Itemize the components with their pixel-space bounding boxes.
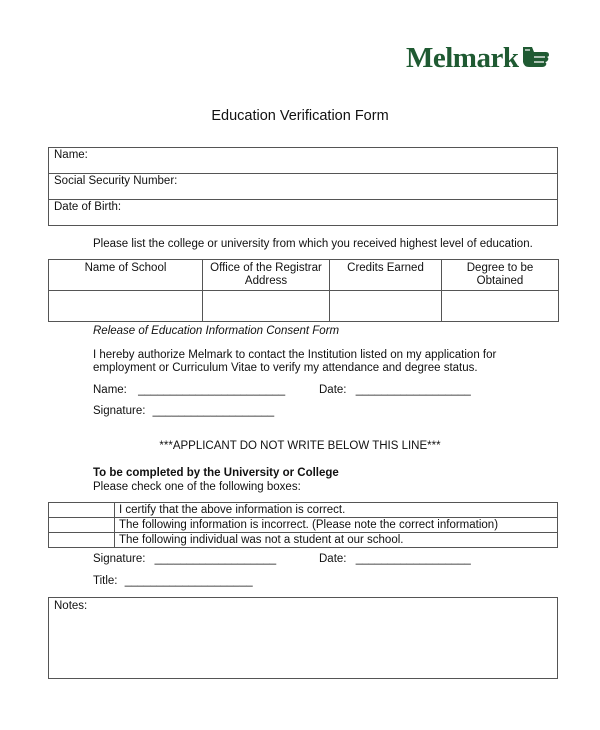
university-instruction: Please check one of the following boxes: <box>93 481 301 493</box>
university-title-label: Title: <box>93 575 118 587</box>
university-date-line[interactable]: __________________ <box>355 553 471 565</box>
release-date-line[interactable]: __________________ <box>355 384 471 396</box>
ssn-label: Social Security Number: <box>54 175 178 187</box>
release-date-row <box>319 384 471 396</box>
hand-icon <box>520 44 550 75</box>
university-title-line[interactable]: ____________________ <box>124 575 253 587</box>
col-school-name: Name of School <box>49 260 203 291</box>
name-field[interactable] <box>49 148 558 174</box>
option-correct-label: I certify that the above information is correct. <box>115 503 558 518</box>
registrar-address-cell[interactable] <box>203 291 330 322</box>
release-date-label: Date: <box>319 384 347 396</box>
university-title-row <box>93 575 253 587</box>
school-name-cell[interactable] <box>49 291 203 322</box>
release-signature-row <box>93 405 274 417</box>
notes-label: Notes: <box>54 600 88 612</box>
col-credits-earned: Credits Earned <box>330 260 442 291</box>
release-signature-label: Signature: <box>93 405 146 417</box>
university-date-row <box>319 553 471 565</box>
checkbox-not-student[interactable] <box>49 533 115 548</box>
col-degree: Degree to be Obtained <box>442 260 559 291</box>
dob-label: Date of Birth: <box>54 201 122 213</box>
release-name-row <box>93 384 285 396</box>
university-signature-line[interactable]: ___________________ <box>154 553 277 565</box>
option-incorrect-label: The following information is incorrect. (Please note the correct information) <box>115 518 558 533</box>
applicant-info-table <box>48 147 558 226</box>
notes-box[interactable] <box>48 597 558 679</box>
university-signature-label: Signature: <box>93 553 146 565</box>
logo-text: Melmark <box>406 42 519 74</box>
col-registrar-address: Office of the Registrar Address <box>203 260 330 291</box>
education-table <box>48 259 559 322</box>
checkbox-correct[interactable] <box>49 503 115 518</box>
university-heading: To be completed by the University or College <box>93 467 339 479</box>
release-name-label: Name: <box>93 384 127 396</box>
checkbox-incorrect[interactable] <box>49 518 115 533</box>
option-not-student-label: The following individual was not a student at our school. <box>115 533 558 548</box>
melmark-logo <box>406 42 550 75</box>
release-heading: Release of Education Information Consent Form <box>93 325 340 337</box>
education-instruction: Please list the college or university from which you received highest level of education. <box>93 238 533 250</box>
verification-checkbox-table <box>48 502 558 548</box>
university-date-label: Date: <box>319 553 347 565</box>
degree-cell[interactable] <box>442 291 559 322</box>
release-name-line[interactable]: _______________________ <box>138 384 286 396</box>
university-signature-row <box>93 553 276 565</box>
applicant-do-not-write-notice: ***APPLICANT DO NOT WRITE BELOW THIS LINE*** <box>159 440 441 452</box>
form-title: Education Verification Form <box>211 108 389 124</box>
release-statement-line2: employment or Curriculum Vitae to verify my attendance and degree status. <box>93 362 478 374</box>
name-label: Name: <box>54 149 88 161</box>
credits-earned-cell[interactable] <box>330 291 442 322</box>
dob-field[interactable] <box>49 200 558 226</box>
ssn-field[interactable] <box>49 174 558 200</box>
release-statement-line1: I hereby authorize Melmark to contact the Institution listed on my application for <box>93 349 497 361</box>
release-signature-line[interactable]: ___________________ <box>152 405 275 417</box>
